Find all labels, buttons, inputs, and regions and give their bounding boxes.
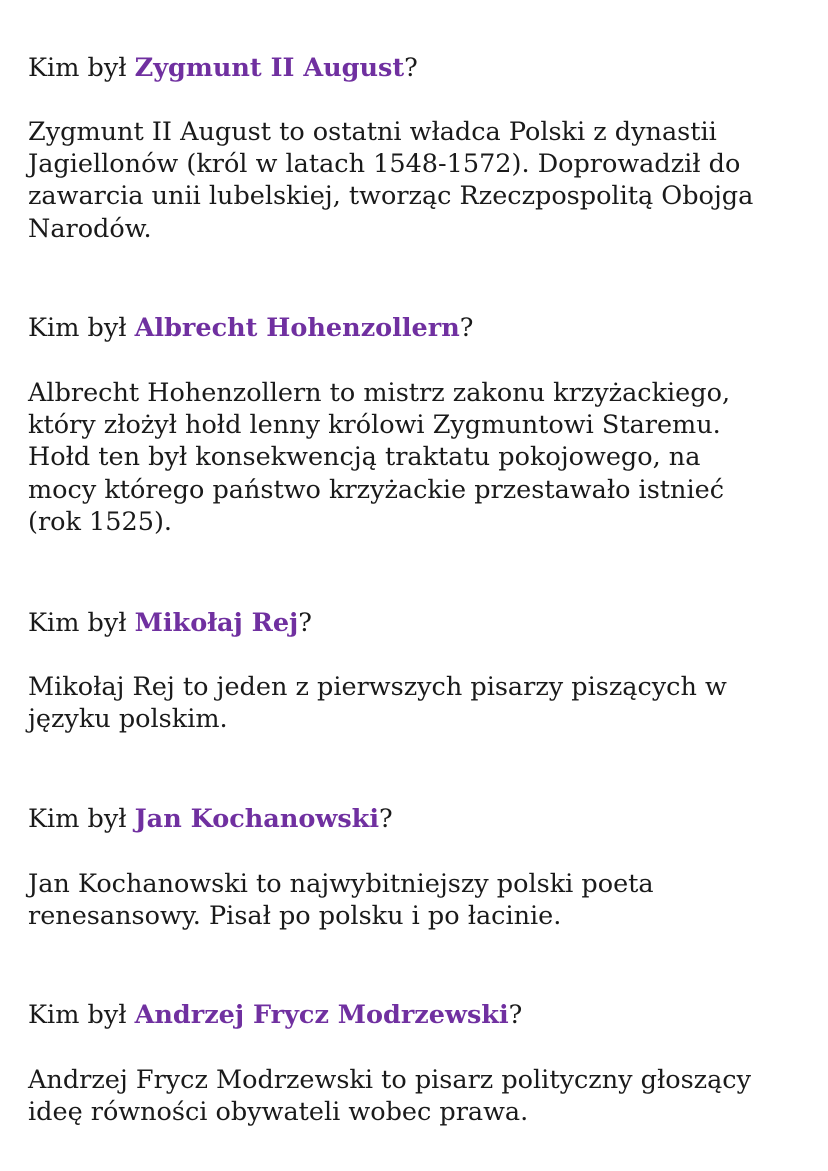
answer-paragraph xyxy=(28,868,803,932)
question-prefix: Kim był xyxy=(28,804,135,834)
question-suffix: ? xyxy=(298,608,312,638)
answer-modrzewski xyxy=(28,1064,803,1128)
question-prefix: Kim był xyxy=(28,313,135,343)
answer-line: ideę równości obywateli wobec prawa. xyxy=(28,1097,529,1128)
answer-line: języku polskim. xyxy=(28,704,228,735)
question-suffix: ? xyxy=(404,53,418,83)
answer-paragraph xyxy=(28,116,803,245)
answer-line: Jan Kochanowski to najwybitniejszy polski poeta xyxy=(28,869,654,899)
question-prefix: Kim był xyxy=(28,53,135,83)
answer-line: Mikołaj Rej to jeden z pierwszych pisarzy piszących w xyxy=(28,672,727,702)
question-prefix: Kim był xyxy=(28,1000,135,1030)
answer-line: który złożył hołd lenny królowi Zygmuntowi Staremu. xyxy=(28,410,721,441)
answer-paragraph xyxy=(28,1064,803,1128)
answer-line: Zygmunt II August to ostatni władca Polski z dynastii xyxy=(28,117,717,147)
person-name: Mikołaj Rej xyxy=(134,608,299,638)
section-albrecht xyxy=(28,312,803,344)
answer-line: Hołd ten był konsekwencją traktatu pokojowego, na xyxy=(28,442,701,473)
answer-paragraph xyxy=(28,671,803,735)
answer-line: renesansowy. Pisał po polsku i po łacinie. xyxy=(28,901,562,932)
question-suffix: ? xyxy=(379,804,393,834)
question-heading xyxy=(28,312,803,344)
question-heading xyxy=(28,607,803,639)
question-suffix: ? xyxy=(459,313,474,343)
section-kochanowski xyxy=(28,803,803,835)
question-suffix: ? xyxy=(508,1000,523,1030)
answer-rej xyxy=(28,671,803,735)
person-name: Andrzej Frycz Modrzewski xyxy=(134,1000,509,1030)
question-heading xyxy=(28,803,803,835)
person-name: Jan Kochanowski xyxy=(134,804,380,834)
question-heading xyxy=(28,52,803,84)
person-name: Albrecht Hohenzollern xyxy=(134,313,460,343)
answer-kochanowski xyxy=(28,868,803,932)
person-name: Zygmunt II August xyxy=(134,53,405,83)
answer-albrecht xyxy=(28,377,803,538)
answer-line: zawarcia unii lubelskiej, tworząc Rzeczpospolitą Obojga xyxy=(28,181,754,212)
answer-line: Albrecht Hohenzollern to mistrz zakonu krzyżackiego, xyxy=(28,378,731,408)
answer-line: Jagiellonów (król w latach 1548-1572). Doprowadził do xyxy=(28,149,741,180)
section-rej xyxy=(28,607,803,639)
answer-paragraph xyxy=(28,377,803,538)
answer-zygmunt xyxy=(28,116,803,245)
answer-line: Narodów. xyxy=(28,213,152,244)
answer-line: (rok 1525). xyxy=(28,506,172,537)
question-heading xyxy=(28,999,803,1031)
section-zygmunt xyxy=(28,52,803,84)
section-modrzewski xyxy=(28,999,803,1031)
question-prefix: Kim był xyxy=(28,608,135,638)
answer-line: mocy którego państwo krzyżackie przestawało istnieć xyxy=(28,474,724,505)
answer-line: Andrzej Frycz Modrzewski to pisarz polityczny głoszący xyxy=(28,1065,751,1095)
